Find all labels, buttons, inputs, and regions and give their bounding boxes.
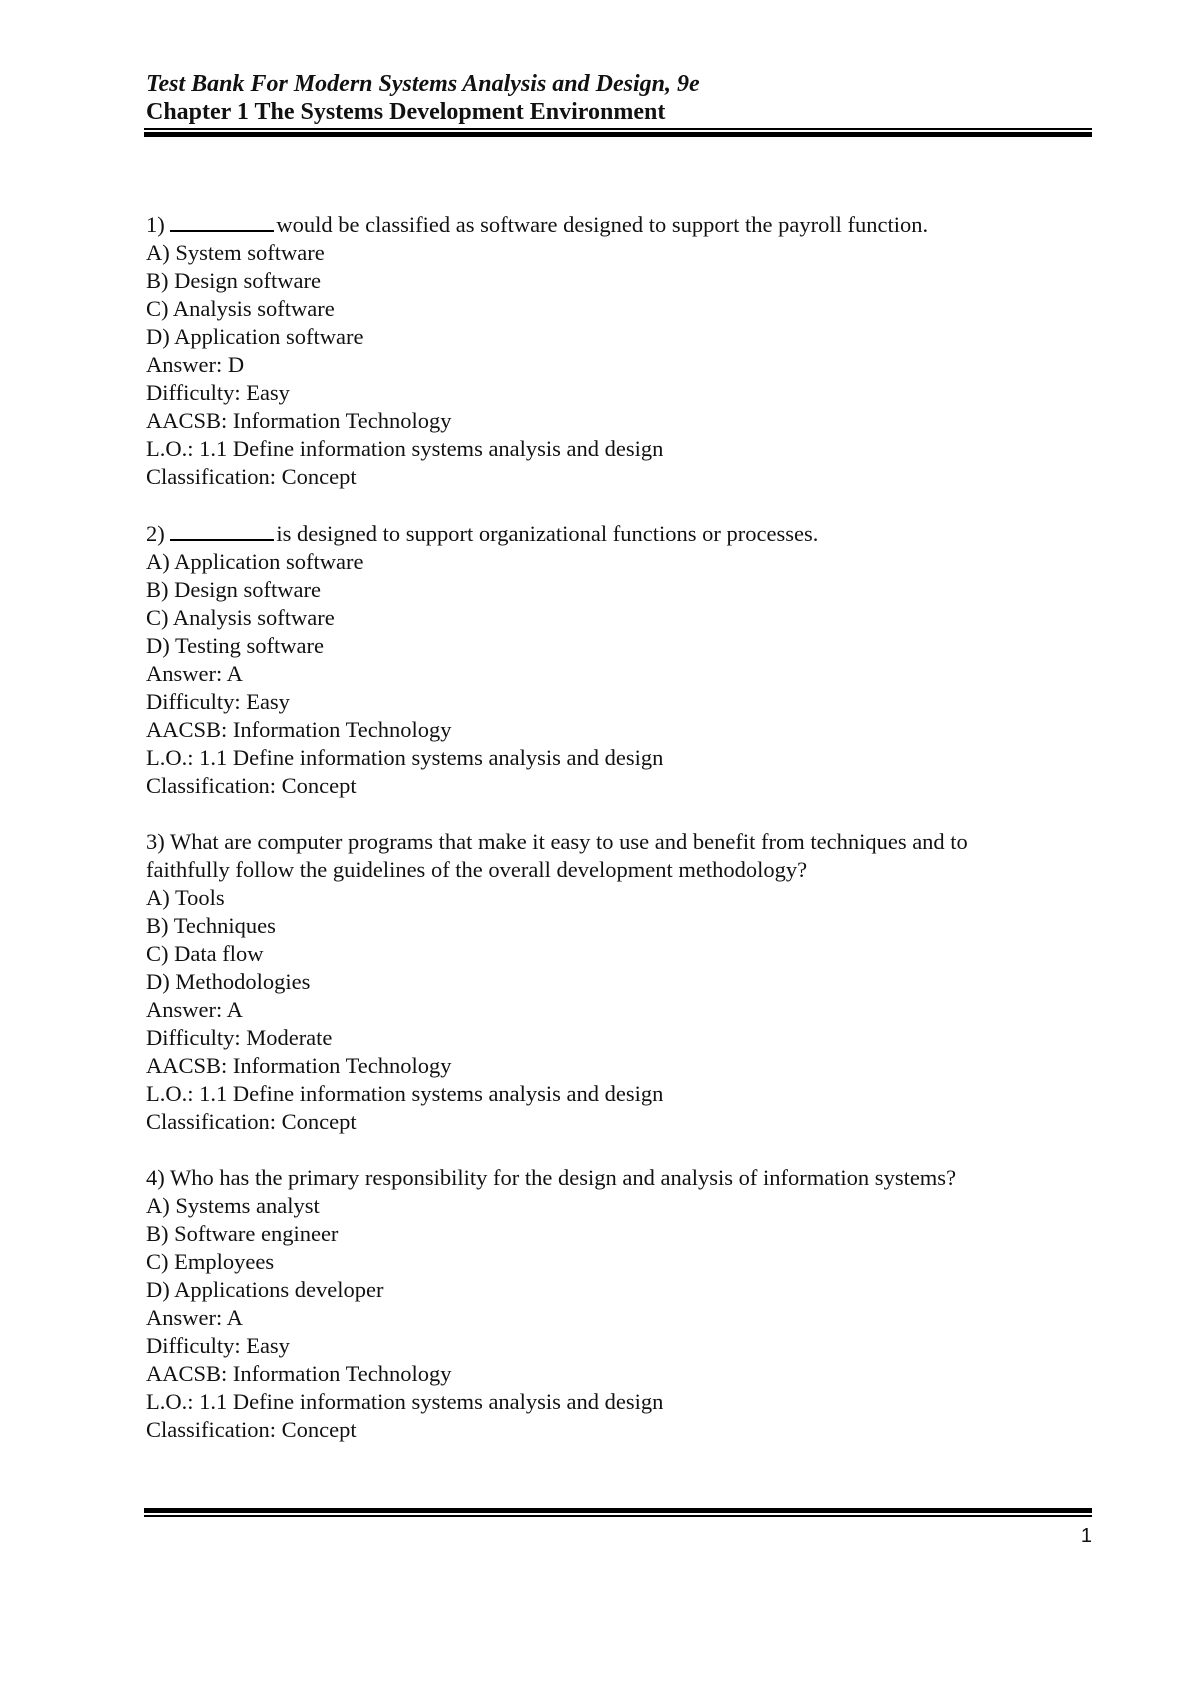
option-c: C) Analysis software xyxy=(146,605,335,630)
question-2 xyxy=(146,519,1066,800)
answer: Answer: A xyxy=(146,997,243,1022)
question-stem: 4) Who has the primary responsibility for the design and analysis of information systems? xyxy=(146,1165,957,1190)
aacsb: AACSB: Information Technology xyxy=(146,408,452,433)
footer-divider xyxy=(144,1508,1092,1517)
chapter-title: Chapter 1 The Systems Development Environment xyxy=(146,99,666,125)
option-b: B) Techniques xyxy=(146,913,276,938)
question-number: 1) xyxy=(146,212,171,237)
classification: Classification: Concept xyxy=(146,464,357,489)
option-d: D) Methodologies xyxy=(146,969,311,994)
learning-objective: L.O.: 1.1 Define information systems analysis and design xyxy=(146,745,664,770)
fill-in-blank xyxy=(170,519,274,541)
option-c: C) Employees xyxy=(146,1249,275,1274)
option-a: A) Systems analyst xyxy=(146,1193,320,1218)
learning-objective: L.O.: 1.1 Define information systems analysis and design xyxy=(146,1081,664,1106)
question-text: is designed to support organizational functions or processes. xyxy=(276,521,819,546)
aacsb: AACSB: Information Technology xyxy=(146,1053,452,1078)
fill-in-blank xyxy=(170,210,274,232)
header-divider xyxy=(144,128,1092,137)
difficulty: Difficulty: Easy xyxy=(146,1333,290,1358)
learning-objective: L.O.: 1.1 Define information systems analysis and design xyxy=(146,436,664,461)
answer: Answer: A xyxy=(146,1305,243,1330)
question-stem: 3) What are computer programs that make it easy to use and benefit from techniques and to xyxy=(146,829,968,854)
difficulty: Difficulty: Moderate xyxy=(146,1025,333,1050)
page-number: 1 xyxy=(1080,1525,1092,1547)
option-a: A) System software xyxy=(146,240,325,265)
option-d: D) Testing software xyxy=(146,633,324,658)
learning-objective: L.O.: 1.1 Define information systems analysis and design xyxy=(146,1389,664,1414)
question-stem xyxy=(146,210,1066,239)
option-b: B) Design software xyxy=(146,268,321,293)
classification: Classification: Concept xyxy=(146,1109,357,1134)
question-3 xyxy=(146,828,1066,1136)
aacsb: AACSB: Information Technology xyxy=(146,717,452,742)
option-a: A) Application software xyxy=(146,549,364,574)
classification: Classification: Concept xyxy=(146,773,357,798)
option-c: C) Data flow xyxy=(146,941,264,966)
question-text: would be classified as software designed to support the payroll function. xyxy=(276,212,929,237)
option-d: D) Application software xyxy=(146,324,364,349)
document-title: Test Bank For Modern Systems Analysis and Design, 9e xyxy=(146,71,700,97)
question-number: 2) xyxy=(146,521,171,546)
question-4 xyxy=(146,1164,1066,1444)
answer: Answer: D xyxy=(146,352,245,377)
classification: Classification: Concept xyxy=(146,1417,357,1442)
question-1 xyxy=(146,210,1066,491)
option-d: D) Applications developer xyxy=(146,1277,384,1302)
answer: Answer: A xyxy=(146,661,243,686)
page-header xyxy=(146,70,1086,126)
aacsb: AACSB: Information Technology xyxy=(146,1361,452,1386)
difficulty: Difficulty: Easy xyxy=(146,689,290,714)
question-stem xyxy=(146,519,1066,548)
option-b: B) Software engineer xyxy=(146,1221,339,1246)
option-b: B) Design software xyxy=(146,577,321,602)
question-stem-continued: faithfully follow the guidelines of the overall development methodology? xyxy=(146,857,808,882)
option-c: C) Analysis software xyxy=(146,296,335,321)
difficulty: Difficulty: Easy xyxy=(146,380,290,405)
option-a: A) Tools xyxy=(146,885,225,910)
question-list xyxy=(146,210,1066,1472)
